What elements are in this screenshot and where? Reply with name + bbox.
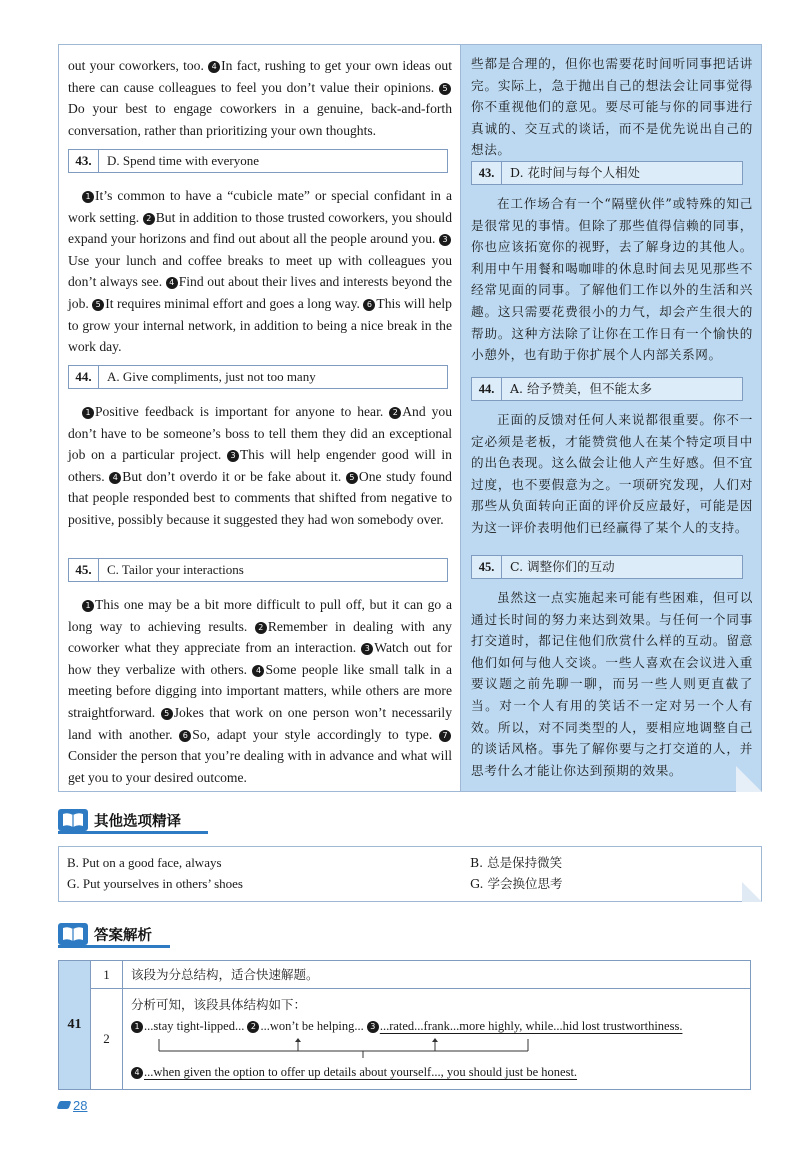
structure-line-1 xyxy=(131,1019,682,1034)
analysis-table xyxy=(58,960,751,1090)
sentence: One study found that people responded best to comments that shifted from negative to positive, possibly because it suggested they had won somebody over. xyxy=(68,468,452,527)
page-number xyxy=(58,1098,87,1113)
sentence-number-icon: 3 xyxy=(439,234,451,246)
chinese-paragraph-43: 在工作场合有一个“隔壁伙伴”或特殊的知己是很常见的事情。但除了那些值得信赖的同事，你也应该拓宽你的视野，去了解身边的其他人。利用中午用餐和喝咖啡的休息时间去见见那些不经常见面的同事。了解他们工作以外的生活和兴趣。这只需要花费很小的力气，却会产生很大的帮助。这种方法除了让你在工作日有一个愉快的小憩外，也有助于你扩展个人内部关系网。 xyxy=(471,196,753,363)
sentence: Consider the person that you’re dealing with in advance and what will get you to your desired outcome. xyxy=(68,748,452,785)
book-icon xyxy=(58,923,88,945)
sentence: And you don’t have to be someone’s boss to tell them they did an exceptional job on a particular project. xyxy=(68,404,453,463)
sentence: Jokes that work on one person won’t necessarily land with another. xyxy=(68,704,452,742)
analysis-heading xyxy=(58,922,208,948)
option-b-chinese: B. 总是保持微笑 xyxy=(470,855,563,870)
sentence-number-icon: 5 xyxy=(439,83,451,95)
chinese-question-44-box xyxy=(471,377,743,401)
analysis-row-1: 该段为分总结构，适合快速解题。 xyxy=(123,961,750,989)
question-43-box xyxy=(68,149,448,173)
sentence: It requires minimal effort and goes a long way. xyxy=(105,295,364,311)
other-options-heading xyxy=(58,808,208,834)
sentence-number-icon: 3 xyxy=(227,450,239,462)
other-options-box xyxy=(58,846,762,902)
question-number: 45. xyxy=(472,556,502,578)
chinese-paragraph-45: 虽然这一点实施起来可能有些困难，但可以通过长时间的努力来达到效果。与任何一个同事打交道时，都记住他们欣赏什么样的互动。留意他们如何与他人交谈。一些人喜欢在会议进入重要议题之前先聊一聊，而另一些人则更直截了当。对一个人有用的笑话不一定对另一个人有效。所以，对不同类型的人，要相应地调整自己的谈话风格。事先了解你要与之打交道的人，并思考什么才能让你达到预期的效果。 xyxy=(471,590,753,778)
sentence-number-icon: 2 xyxy=(143,213,155,225)
sentence-number-icon: 4 xyxy=(166,277,178,289)
paragraph-43 xyxy=(68,185,452,358)
chinese-question-45-box xyxy=(471,555,743,579)
question-number: 44. xyxy=(472,378,502,400)
paragraph-44 xyxy=(68,401,452,531)
question-number-cell: 41 xyxy=(59,961,91,1089)
fragment: ...won’t be helping... xyxy=(260,1019,367,1033)
chinese-column xyxy=(460,44,762,792)
option-b-english: B. Put on a good face, always xyxy=(67,855,222,870)
sentence: Positive feedback is important for anyone to hear. xyxy=(95,404,390,419)
row-number: 1 xyxy=(91,961,123,989)
sentence: But in addition to those trusted coworkers, you should expand your horizons and find out about all the people around you. xyxy=(68,209,452,247)
question-title: A. Give compliments, just not too many xyxy=(107,369,316,384)
analysis-row-2 xyxy=(123,989,750,1089)
row-number: 2 xyxy=(91,989,123,1089)
heading-underline xyxy=(58,831,208,834)
sentence-number-icon: 2 xyxy=(255,622,267,634)
sentence: Use your lunch and coffee breaks to meet up with colleagues you don’t always see. xyxy=(68,252,452,290)
sentence: Do your best to engage coworkers in a genuine, back-and-forth conversation, rather than prioritizing your own thoughts. xyxy=(68,101,452,138)
question-number: 45. xyxy=(69,559,99,581)
fragment: ...when given the option to offer up details about yourself..., you should just be honest. xyxy=(144,1065,578,1079)
question-45-box xyxy=(68,558,448,582)
chinese-paragraph-44: 正面的反馈对任何人来说都很重要。你不一定必须是老板，才能赞赏他人在某个特定项目中的出色表现。这么做会让他人产生好感。但不宜过度，也不要假意为之。一项研究发现，人们对那些从负面转向正面的评价反应最好，可能是因为这一评价表明他们已经赢得了某个人的支持。 xyxy=(471,412,753,535)
sentence-number-icon: 2 xyxy=(389,407,401,419)
sentence-number-icon: 4 xyxy=(208,61,220,73)
analysis-intro: 分析可知，该段具体结构如下： xyxy=(131,997,307,1012)
question-44-box xyxy=(68,365,448,389)
sentence: Watch out for how they verbalize with others. xyxy=(68,640,452,677)
sentence-number-icon: 6 xyxy=(179,730,191,742)
question-number: 44. xyxy=(69,366,99,388)
sentence-number-icon: 4 xyxy=(252,665,264,677)
sentence: Find out about their lives and interests beyond the job. xyxy=(68,274,452,311)
page-number-text: 28 xyxy=(73,1098,88,1113)
question-number: 43. xyxy=(69,150,99,172)
question-title: C. 调整你们的互动 xyxy=(510,559,615,574)
paragraph-45 xyxy=(68,594,452,788)
book-icon xyxy=(58,809,88,831)
sentence-number-icon: 5 xyxy=(92,299,104,311)
sentence-number-icon: 4 xyxy=(131,1067,143,1079)
question-title: D. Spend time with everyone xyxy=(107,153,259,168)
sentence-number-icon: 5 xyxy=(161,708,173,720)
sentence-number-icon: 1 xyxy=(82,191,94,203)
sentence: Remember in dealing with any coworker what they appreciate from an interaction. xyxy=(68,618,452,656)
connector-lines xyxy=(123,1037,750,1059)
sentence-number-icon: 1 xyxy=(82,407,94,419)
sentence-number-icon: 1 xyxy=(131,1021,143,1033)
sentence: out your coworkers, too. xyxy=(68,58,209,73)
sentence: So, adapt your style accordingly to type. xyxy=(192,726,439,742)
chinese-intro: 些都是合理的，但你也需要花时间听同事把话讲完。实际上，急于抛出自己的想法会让同事觉得你不重视他们的意见。要尽可能与你的同事进行真诚的、交互式的谈话，而不是优先说出自己的想法。 xyxy=(471,56,753,158)
sentence-number-icon: 5 xyxy=(346,472,358,484)
sentence-number-icon: 1 xyxy=(82,600,94,612)
section-title: 其他选项精译 xyxy=(94,814,181,830)
question-title: D. 花时间与每个人相处 xyxy=(510,165,641,180)
sentence: Some people like small talk in a meeting before digging into important matters, while others are more straightforward. xyxy=(68,661,452,720)
structure-line-2 xyxy=(131,1065,577,1080)
option-g-chinese: G. 学会换位思考 xyxy=(470,876,563,891)
fragment: ...stay tight-lipped... xyxy=(144,1019,248,1033)
heading-underline xyxy=(58,945,170,948)
sentence-number-icon: 7 xyxy=(439,730,451,742)
sentence-number-icon: 2 xyxy=(247,1021,259,1033)
intro-paragraph xyxy=(68,55,452,141)
sentence: This will help engender good will in others. xyxy=(68,447,452,484)
sentence: This one may be a bit more difficult to pull off, but it can go a long way to achieving results. xyxy=(68,597,452,634)
section-title: 答案解析 xyxy=(94,928,152,944)
bilingual-passage xyxy=(58,44,762,792)
sentence-number-icon: 4 xyxy=(109,472,121,484)
sentence-number-icon: 6 xyxy=(363,299,375,311)
sentence: In fact, rushing to get your own ideas out there can cause colleagues to feel you don’t value their opinions. xyxy=(68,58,452,95)
question-number: 43. xyxy=(472,162,502,184)
question-title: C. Tailor your interactions xyxy=(107,562,244,577)
option-g-english: G. Put yourselves in others’ shoes xyxy=(67,876,243,891)
sentence: This will help to grow your internal network, in addition to being a nice break in the work day. xyxy=(68,295,452,355)
english-column xyxy=(58,44,460,792)
sentence: It’s common to have a “cubicle mate” or special confidant in a work setting. xyxy=(68,188,452,225)
chinese-question-43-box xyxy=(471,161,743,185)
question-title: A. 给予赞美，但不能太多 xyxy=(510,381,652,396)
page-mark-icon xyxy=(57,1101,72,1109)
sentence-number-icon: 3 xyxy=(367,1021,379,1033)
sentence: But don’t overdo it or be fake about it. xyxy=(122,468,346,484)
fragment: ...rated...frank...more highly, while...hid lost trustworthiness. xyxy=(379,1019,683,1033)
sentence-number-icon: 3 xyxy=(361,643,373,655)
